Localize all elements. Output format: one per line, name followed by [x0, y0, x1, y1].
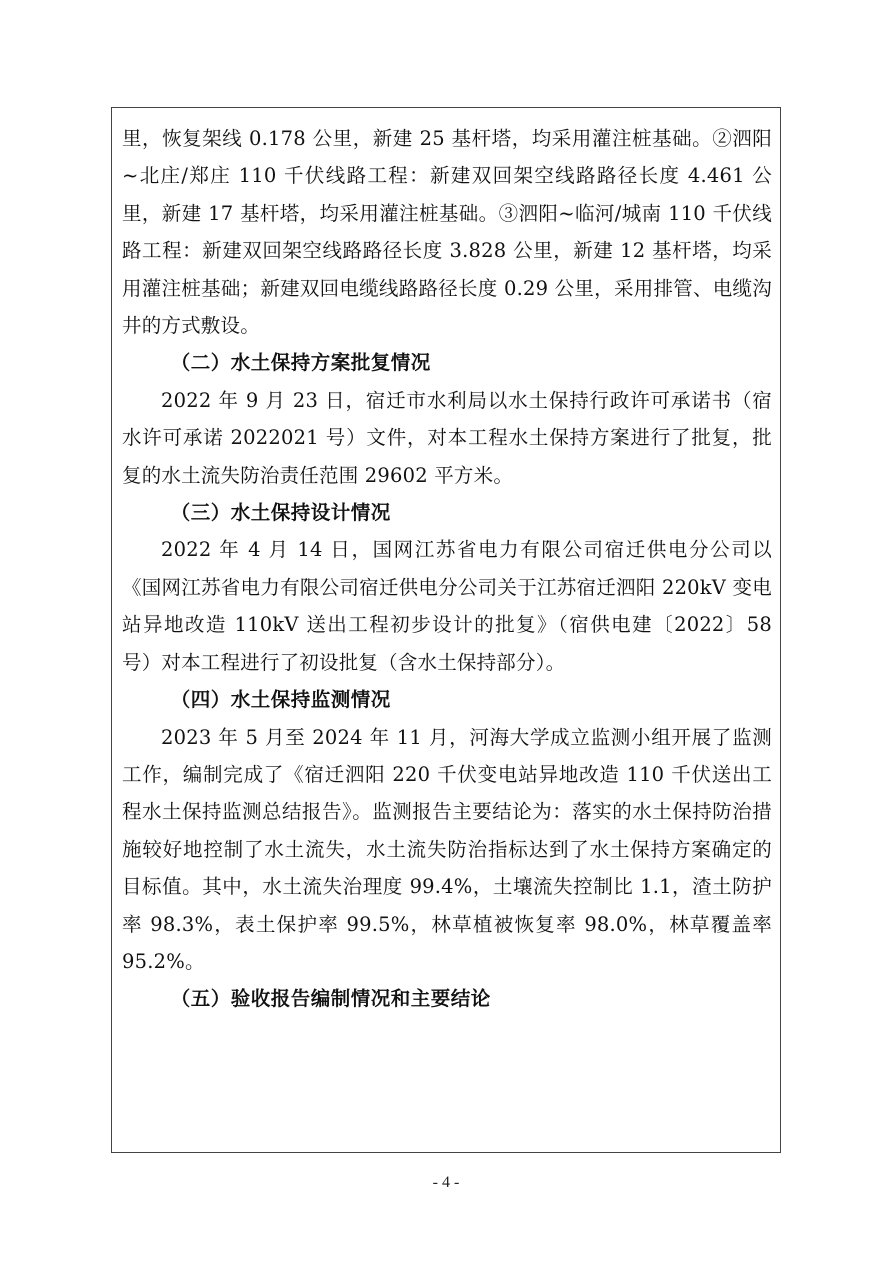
section-heading-design: （三）水土保持设计情况 [170, 501, 391, 525]
page-number: - 4 - [432, 1174, 460, 1191]
content-frame [111, 107, 781, 1153]
document-body [122, 120, 772, 1018]
section-paragraph-design: 2022 年 4 月 14 日，国网江苏省电力有限公司宿迁供电分公司以《国网江苏省电力有限公司宿迁供电分公司关于江苏宿迁泗阳 220kV 变电站异地改造 110kV 送出工程初步设计的批复》（宿供电建〔2022〕58 号）对本工程进行了初设批复（含水土保持部分）。 [122, 538, 772, 674]
intro-paragraph: 里，恢复架线 0.178 公里，新建 25 基杆塔，均采用灌注桩基础。②泗阳~北庄/郑庄 110 千伏线路工程：新建双回架空线路路径长度 4.461 公里，新建 17 基杆塔，均采用灌注桩基础。③泗阳~临河/城南 110 千伏线路工程：新建双回架空线路路径长度 3.828 公里，新建 12 基杆塔，均采用灌注桩基础；新建双回电缆线路路径长度 0.29 公里，采用排管、电缆沟井的方式敷设。 [122, 127, 772, 338]
section-paragraph-monitoring: 2023 年 5 月至 2024 年 11 月，河海大学成立监测小组开展了监测工作，编制完成了《宿迁泗阳 220 千伏变电站异地改造 110 千伏送出工程水土保持监测总结报告》。监测报告主要结论为：落实的水土保持防治措施较好地控制了水土流失，水土流失防治指标达到了水土保持方案确定的目标值。其中，水土流失治理度 99.4%，土壤流失控制比 1.1，渣土防护率 98.3%，表土保护率 99.5%，林草植被恢复率 98.0%，林草覆盖率 95.2%。 [122, 725, 772, 973]
section-paragraph-approval: 2022 年 9 月 23 日，宿迁市水利局以水土保持行政许可承诺书（宿水许可承诺 2022021 号）文件，对本工程水土保持方案进行了批复，批复的水土流失防治责任范围 29602 平方米。 [122, 388, 772, 487]
section-heading-monitoring: （四）水土保持监测情况 [170, 688, 391, 712]
section-heading-acceptance-report: （五）验收报告编制情况和主要结论 [170, 987, 491, 1011]
section-heading-approval: （二）水土保持方案批复情况 [170, 351, 431, 375]
